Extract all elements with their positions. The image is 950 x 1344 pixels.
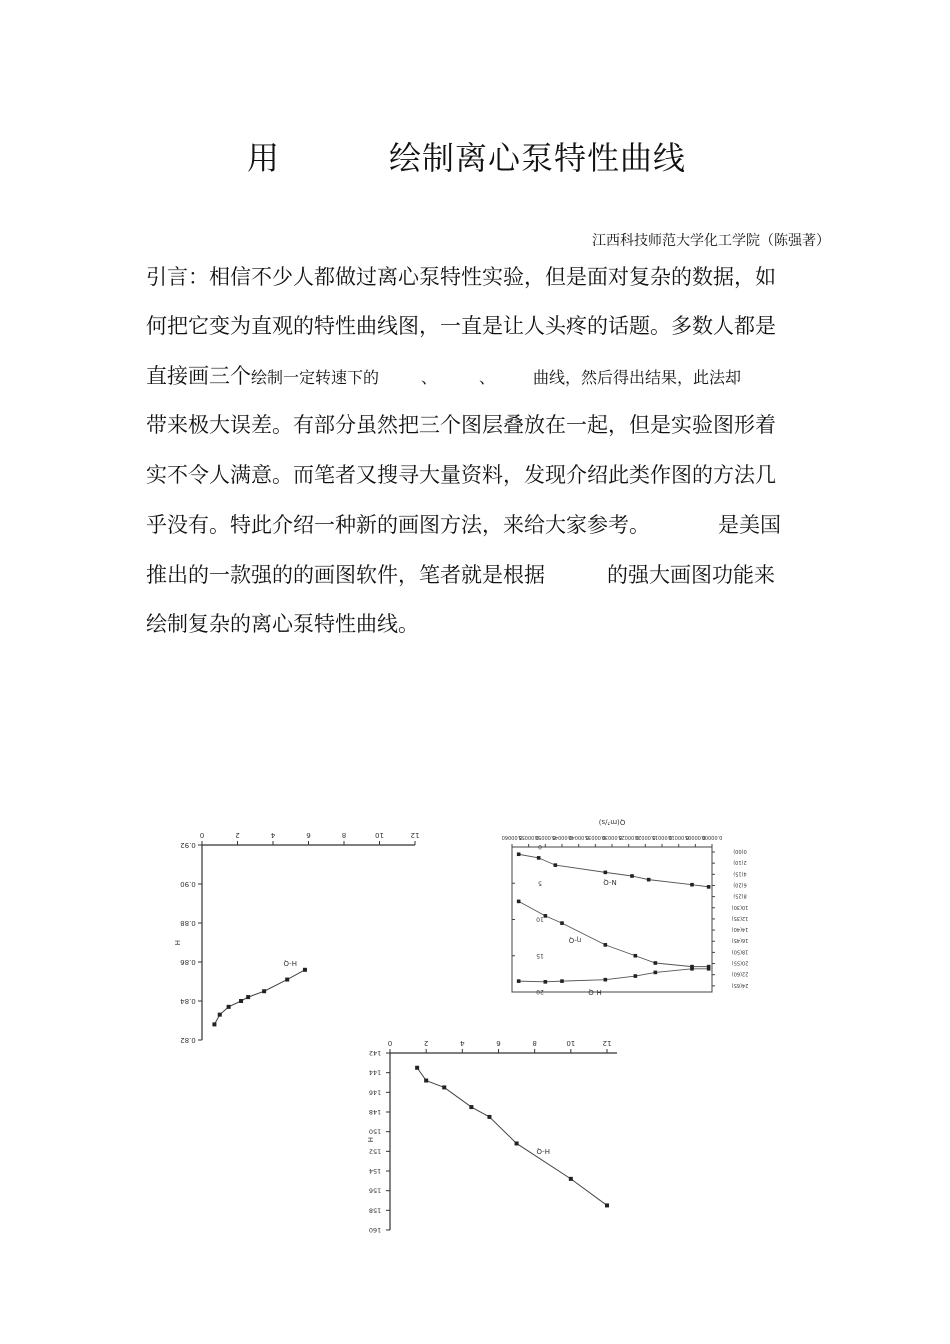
series-label-hq: H-Q xyxy=(283,959,297,967)
y-tick-label: 0.84 xyxy=(180,997,196,1005)
data-point xyxy=(647,878,651,882)
y-tick-label-left: 0 xyxy=(538,843,542,850)
data-point xyxy=(634,974,638,978)
x-tick-label: 8 xyxy=(341,831,347,839)
data-point xyxy=(262,989,266,993)
data-point xyxy=(227,1005,231,1009)
data-point xyxy=(218,1013,222,1017)
y-tick-label-left: 5 xyxy=(538,879,542,887)
x-tick-label: 6 xyxy=(306,831,311,839)
data-point xyxy=(707,885,711,889)
y-axis-label: H xyxy=(366,1137,374,1143)
x-tick-label: 8 xyxy=(532,1039,537,1047)
data-point xyxy=(604,871,608,875)
y-tick-label: 0.92 xyxy=(180,841,196,849)
data-point xyxy=(544,914,548,918)
y-tick-label: 144 xyxy=(368,1068,382,1077)
para-line-5: 实不令人满意。而笔者又搜寻大量资料，发现介绍此类作图的方法几 xyxy=(146,463,776,487)
para-line-6: 乎没有。特此介绍一种新的画图方法，来给大家参考。 是美国 xyxy=(146,513,781,537)
data-point xyxy=(517,852,521,856)
data-point xyxy=(569,1177,573,1181)
para-line-1: 引言：相信不少人都做过离心泵特性实验，但是面对复杂的数据，如 xyxy=(146,265,776,289)
series-label: η-Q xyxy=(568,936,582,944)
data-point xyxy=(415,1066,419,1070)
x-tick-label: 0.00050 xyxy=(534,834,556,840)
data-point xyxy=(634,954,638,958)
y-tick-label: 160 xyxy=(368,1226,382,1234)
x-tick-label: 0.00020 xyxy=(634,834,656,840)
y-tick-label: 156 xyxy=(368,1186,382,1195)
data-point xyxy=(690,883,694,887)
data-point xyxy=(246,995,250,999)
y-tick-label: 148 xyxy=(368,1108,382,1116)
data-point xyxy=(554,863,558,867)
y-tick-label: 0.86 xyxy=(180,958,196,966)
x-tick-label: 0.00035 xyxy=(584,834,606,840)
data-point xyxy=(604,943,608,947)
y-tick-label: 154 xyxy=(368,1167,382,1175)
affiliation: 江西科技师范大学化工学院（陈强著） xyxy=(592,233,830,249)
data-point xyxy=(654,961,658,965)
data-point xyxy=(604,978,608,982)
y-tick-label-right: 10(30) xyxy=(731,903,749,910)
data-point xyxy=(560,921,564,925)
document-title xyxy=(0,136,950,180)
y-tick-label-right: 18(50) xyxy=(731,948,749,955)
y-tick-label: 142 xyxy=(368,1049,382,1057)
x-tick-label: 0.00000 xyxy=(701,834,723,840)
x-tick-label: 10 xyxy=(566,1039,576,1047)
x-tick-label: 2 xyxy=(423,1039,429,1047)
y-tick-label-right: 16(45) xyxy=(731,937,749,944)
title-right: 绘制离心泵特性曲线 xyxy=(389,139,687,177)
chart-hq-small xyxy=(165,820,435,1050)
x-tick-label: 0.00005 xyxy=(684,834,706,840)
data-point xyxy=(515,1141,519,1145)
data-point xyxy=(487,1115,491,1119)
y-axis-label: H xyxy=(173,940,181,946)
data-point xyxy=(424,1079,428,1083)
y-tick-label: 0.90 xyxy=(180,880,196,888)
x-tick-label: 0 xyxy=(199,831,205,839)
y-tick-label-right: 6(20) xyxy=(733,881,747,888)
y-tick-label-left: 20 xyxy=(536,988,544,995)
x-tick-label: 0.00040 xyxy=(568,834,590,840)
data-point xyxy=(690,967,694,971)
y-tick-label-left: 15 xyxy=(536,951,544,959)
y-tick-label-right: 12(35) xyxy=(731,914,749,921)
series-line-hq xyxy=(214,970,305,1025)
x-tick-label: 4 xyxy=(270,831,276,839)
y-tick-label: 146 xyxy=(368,1088,382,1097)
y-tick-label: 0.82 xyxy=(180,1036,196,1044)
data-point xyxy=(469,1105,473,1109)
x-tick-label: 0.00010 xyxy=(668,834,690,840)
y-tick-label-left: 10 xyxy=(536,915,544,923)
data-point xyxy=(654,971,658,975)
x-tick-label: 6 xyxy=(496,1039,501,1047)
x-axis-label: Q(m³/s) xyxy=(598,818,626,826)
x-tick-label: 2 xyxy=(235,831,240,839)
y-tick-label: 158 xyxy=(368,1206,382,1215)
series-line xyxy=(519,901,709,966)
data-point xyxy=(605,1203,609,1207)
x-tick-label: 0.00055 xyxy=(518,834,540,840)
y-tick-label-right: 2(10) xyxy=(733,859,747,866)
data-point xyxy=(442,1085,446,1089)
title-left: 用 xyxy=(247,139,281,177)
para-line-4: 带来极大误差。有部分虽然把三个图层叠放在一起，但是实验图形着 xyxy=(146,413,776,437)
data-point xyxy=(285,978,289,982)
y-tick-label: 152 xyxy=(368,1147,382,1156)
data-point xyxy=(517,979,521,983)
x-tick-label: 0.00045 xyxy=(551,834,573,840)
series-label-hq: H-Q xyxy=(536,1147,550,1155)
x-tick-label: 10 xyxy=(375,831,384,839)
y-tick-label-right: 24(65) xyxy=(731,981,749,988)
y-tick-label: 150 xyxy=(368,1127,382,1136)
x-tick-label: 4 xyxy=(460,1039,465,1047)
data-point xyxy=(707,967,711,971)
y-tick-label-right: 22(60) xyxy=(731,970,749,977)
x-tick-label: 0.00015 xyxy=(651,834,673,840)
y-tick-label-right: 14(40) xyxy=(731,926,749,933)
data-point xyxy=(544,980,548,984)
y-tick-label-right: 0(00) xyxy=(733,848,747,854)
data-point xyxy=(239,999,243,1003)
para-line-3: 直接画三个绘制一定转速下的 、 、 曲线，然后得出结果，此法却 xyxy=(146,364,742,388)
y-tick-label-right: 20(55) xyxy=(731,959,749,966)
chart-combined-curves xyxy=(500,812,765,1012)
y-tick-label: 0.88 xyxy=(180,919,196,927)
data-point xyxy=(517,900,521,904)
data-point xyxy=(212,1022,216,1026)
series-label: H-Q xyxy=(588,988,602,996)
chart-hq-large xyxy=(362,1035,627,1235)
data-point xyxy=(630,874,634,878)
y-tick-label-right: 4(15) xyxy=(733,870,747,877)
y-tick-label-right: 8(25) xyxy=(733,892,747,899)
x-tick-label: 0.00025 xyxy=(618,834,640,840)
x-tick-label: 0 xyxy=(387,1039,393,1047)
para-line-2: 何把它变为直观的特性曲线图，一直是让人头疼的话题。多数人都是 xyxy=(146,314,776,338)
data-point xyxy=(537,856,541,860)
data-point xyxy=(303,968,307,972)
x-tick-label: 12 xyxy=(410,831,420,839)
series-label: N-Q xyxy=(603,878,617,886)
data-point xyxy=(560,979,564,983)
x-tick-label: 0.00030 xyxy=(601,834,623,840)
para-line-8: 绘制复杂的离心泵特性曲线。 xyxy=(146,612,419,636)
x-tick-label: 0.00060 xyxy=(501,834,523,840)
series-line xyxy=(519,969,709,982)
x-tick-label: 12 xyxy=(602,1039,612,1047)
para-line-7: 推出的一款强的的画图软件，笔者就是根据 的强大画图功能来 xyxy=(146,563,775,587)
